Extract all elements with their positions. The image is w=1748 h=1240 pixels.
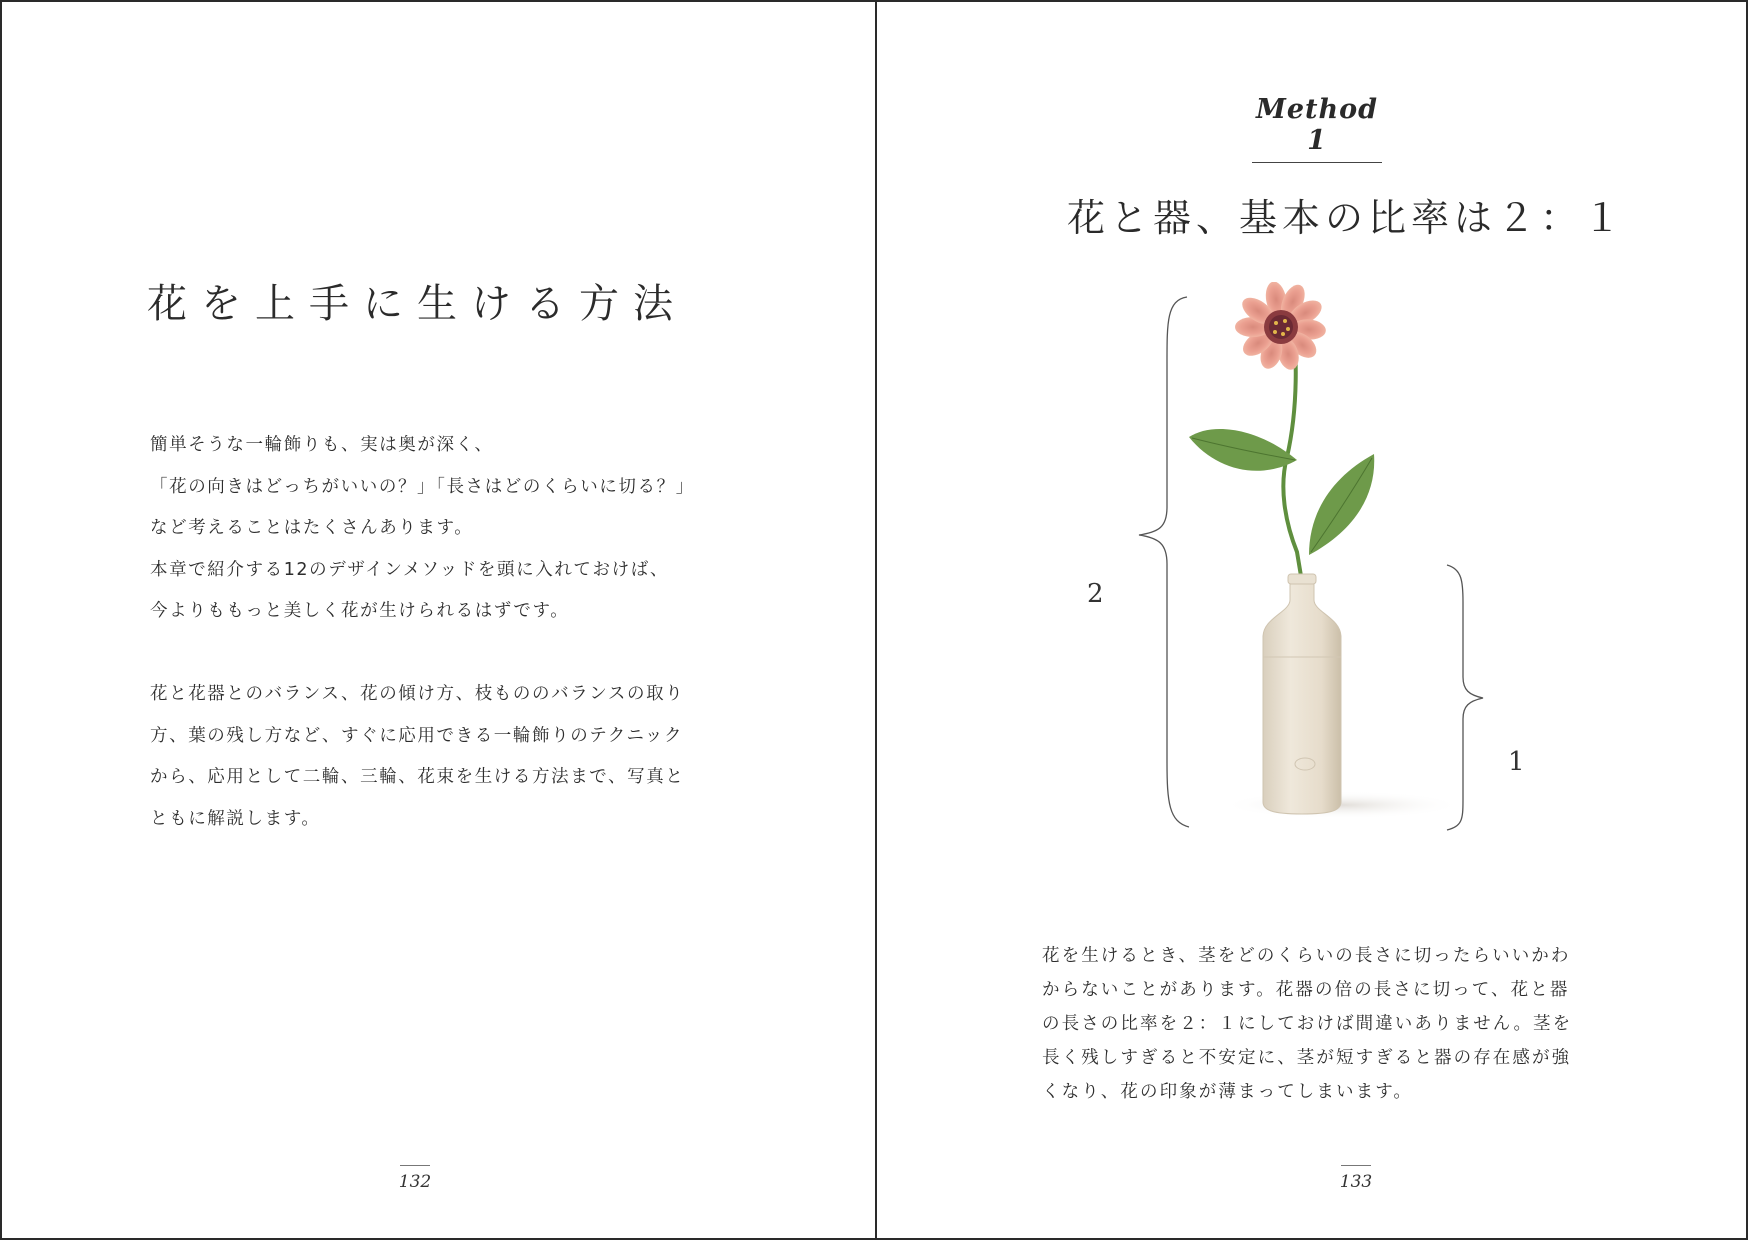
intro-line: 「花の向きはどっちがいいの？」「長さはどのくらいに切る？」 (150, 476, 695, 497)
intro-line: 今よりももっと美しく花が生けられるはずです。 (150, 601, 570, 621)
intro-line: 簡単そうな一輪飾りも、実は奥が深く、 (150, 435, 494, 455)
chapter-intro-text (150, 432, 750, 847)
zinnia-flower (1235, 282, 1327, 372)
right-page (877, 2, 1748, 1240)
paragraph-gap (150, 640, 750, 682)
body-line: からないことがあります。花器の倍の長さに切って、花と器 (1042, 980, 1570, 1000)
intro-line: 本章で紹介する12のデザインメソッドを頭に入れておけば、 (150, 559, 669, 580)
intro-line: 方、葉の残し方など、すぐに応用できる一輪飾りのテクニック (150, 725, 684, 746)
ceramic-vase (1263, 574, 1341, 814)
ratio-label-flower: 2 (1087, 579, 1104, 609)
page-number-text: 133 (1339, 1172, 1373, 1192)
method-body-text (1042, 942, 1622, 1112)
intro-line: など考えることはたくさんあります。 (150, 518, 474, 538)
brace-flower (1139, 297, 1189, 827)
vase-shadow (1222, 791, 1462, 819)
intro-line: ともに解説します。 (150, 808, 321, 829)
flower-vase-figure (877, 282, 1748, 922)
page-number-left (395, 1165, 435, 1192)
page-number-right (1336, 1165, 1376, 1192)
left-page (2, 2, 875, 1240)
body-line: 花を生けるとき、茎をどのくらいの長さに切ったらいいかわ (1042, 946, 1571, 966)
intro-line: から、応用として二輪、三輪、花束を生ける方法まで、写真と (150, 767, 685, 787)
brace-vase (1447, 565, 1483, 830)
page-number-text: 132 (398, 1172, 432, 1192)
body-line: の長さの比率を２：１にしておけば間違いありません。茎を (1042, 1014, 1573, 1034)
flower-vase-illustration (877, 282, 1748, 922)
chapter-title: 花を上手に生ける方法 (147, 281, 687, 327)
folio-rule (400, 1165, 430, 1166)
intro-line: 花と花器とのバランス、花の傾け方、枝もののバランスの取り (150, 684, 685, 704)
ratio-label-vase: 1 (1508, 747, 1525, 777)
body-line: 長く残しすぎると不安定に、茎が短すぎると器の存在感が強 (1042, 1048, 1572, 1068)
leaf-right (1309, 454, 1374, 555)
body-line: くなり、花の印象が薄まってしまいます。 (1042, 1082, 1413, 1102)
method-label: Method 1 (1252, 94, 1382, 163)
method-title: 花と器、基本の比率は２：１ (1067, 196, 1627, 240)
folio-rule (1341, 1165, 1371, 1166)
